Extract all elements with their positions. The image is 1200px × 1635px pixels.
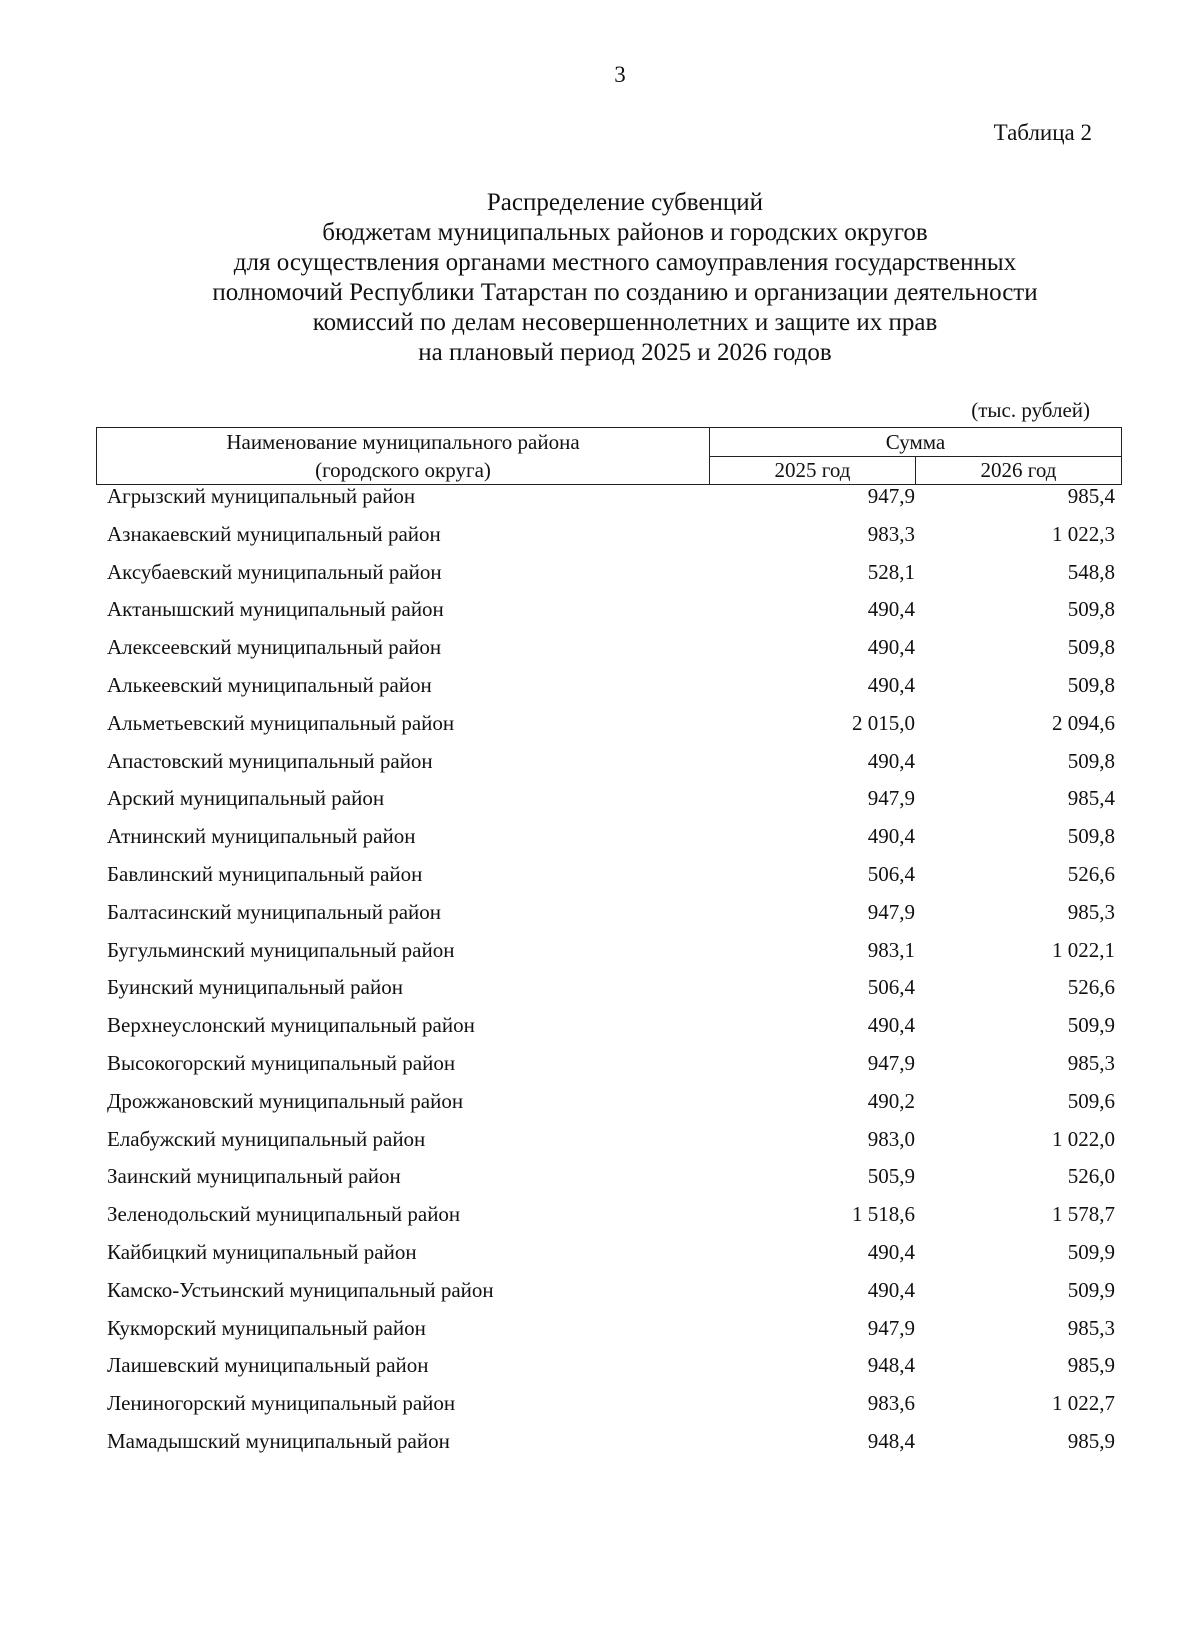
table-row — [0, 975, 1200, 1013]
table-row — [0, 1391, 1200, 1429]
row-value-2025: 490,4 — [867, 597, 915, 622]
row-name: Зеленодольский муниципальный район — [107, 1202, 461, 1227]
row-value-2026: 985,4 — [1067, 484, 1115, 508]
row-value-2026: 985,3 — [1067, 1050, 1115, 1075]
row-value-2026: 509,8 — [1067, 597, 1115, 622]
row-value-2025: 983,3 — [867, 521, 915, 546]
row-name: Апастовский муниципальный район — [107, 748, 433, 773]
table-header — [96, 427, 1122, 485]
column-header-2025: 2025 год — [710, 456, 916, 485]
table-row — [0, 635, 1200, 673]
row-value-2025: 528,1 — [867, 559, 915, 584]
table-row — [0, 711, 1200, 749]
table-row — [0, 1164, 1200, 1202]
row-name: Буинский муниципальный район — [107, 975, 403, 1000]
row-value-2026: 509,9 — [1067, 1239, 1115, 1264]
row-value-2025: 947,9 — [867, 899, 915, 924]
row-name: Арский муниципальный район — [107, 786, 385, 811]
row-value-2025: 490,4 — [867, 748, 915, 773]
row-value-2026: 509,6 — [1067, 1088, 1115, 1113]
table-row — [0, 938, 1200, 976]
row-value-2025: 948,4 — [867, 1353, 915, 1378]
row-value-2026: 509,8 — [1067, 672, 1115, 697]
table-row — [0, 484, 1200, 522]
row-value-2025: 983,6 — [867, 1391, 915, 1416]
column-header-2026: 2026 год — [916, 456, 1122, 485]
table-row — [0, 1240, 1200, 1278]
row-name: Лаишевский муниципальный район — [107, 1353, 429, 1378]
row-name: Альметьевский муниципальный район — [107, 710, 455, 735]
units-label: (тыс. рублей) — [971, 398, 1090, 422]
row-name: Лениногорский муниципальный район — [107, 1391, 456, 1416]
row-value-2026: 1 022,1 — [1052, 937, 1115, 962]
table-row — [0, 1278, 1200, 1316]
table-row — [0, 1202, 1200, 1240]
row-value-2025: 983,0 — [867, 1126, 915, 1151]
row-value-2026: 985,4 — [1067, 786, 1115, 811]
row-value-2025: 490,4 — [867, 635, 915, 660]
row-name: Алексеевский муниципальный район — [107, 635, 442, 660]
row-name: Кукморский муниципальный район — [107, 1315, 426, 1340]
column-header-sum: Сумма — [710, 428, 1122, 457]
table-row — [0, 1316, 1200, 1354]
row-value-2025: 983,1 — [867, 937, 915, 962]
table-row — [0, 749, 1200, 787]
row-name: Алькеевский муниципальный район — [107, 672, 432, 697]
row-name: Атнинский муниципальный район — [107, 824, 416, 849]
row-name: Агрызский муниципальный район — [107, 484, 416, 508]
row-value-2026: 526,0 — [1067, 1164, 1115, 1189]
table-row — [0, 824, 1200, 862]
row-value-2026: 1 578,7 — [1052, 1202, 1115, 1227]
row-name: Бавлинский муниципальный район — [107, 861, 423, 886]
title-line: комиссий по делам несовершеннолетних и защите их прав — [312, 309, 938, 336]
row-value-2026: 509,8 — [1067, 748, 1115, 773]
row-name: Аксубаевский муниципальный район — [107, 559, 442, 584]
row-name: Актанышский муниципальный район — [107, 597, 444, 622]
row-name: Балтасинский муниципальный район — [107, 899, 442, 924]
table-row — [0, 786, 1200, 824]
row-value-2026: 509,9 — [1067, 1013, 1115, 1038]
table-row — [0, 1429, 1200, 1467]
row-value-2025: 2 015,0 — [852, 710, 915, 735]
row-value-2025: 947,9 — [867, 786, 915, 811]
title-line: полномочий Республики Татарстан по созданию и организации деятельности — [212, 279, 1038, 306]
row-value-2025: 490,4 — [867, 1013, 915, 1038]
row-value-2026: 985,3 — [1067, 1315, 1115, 1340]
title-line: для осуществления органами местного самоуправления государственных — [233, 249, 1017, 276]
row-value-2025: 490,2 — [867, 1088, 915, 1113]
table-row — [0, 862, 1200, 900]
row-value-2026: 509,8 — [1067, 635, 1115, 660]
row-value-2026: 1 022,0 — [1052, 1126, 1115, 1151]
row-name: Мамадышский муниципальный район — [107, 1428, 450, 1453]
row-value-2026: 526,6 — [1067, 861, 1115, 886]
table-row — [0, 522, 1200, 560]
row-value-2026: 1 022,3 — [1052, 521, 1115, 546]
row-name: Высокогорский муниципальный район — [107, 1050, 456, 1075]
row-value-2025: 506,4 — [867, 861, 915, 886]
row-value-2025: 505,9 — [867, 1164, 915, 1189]
row-value-2025: 947,9 — [867, 1315, 915, 1340]
row-value-2025: 490,4 — [867, 672, 915, 697]
row-value-2026: 985,3 — [1067, 899, 1115, 924]
row-name: Кайбицкий муниципальный район — [107, 1239, 417, 1264]
table-row — [0, 1051, 1200, 1089]
table-row — [0, 900, 1200, 938]
table-row — [0, 1013, 1200, 1051]
table-row — [0, 1127, 1200, 1165]
row-name: Камско-Устьинский муниципальный район — [107, 1277, 494, 1302]
row-value-2026: 526,6 — [1067, 975, 1115, 1000]
page-number: 3 — [614, 62, 626, 87]
row-value-2026: 509,9 — [1067, 1277, 1115, 1302]
row-value-2025: 947,9 — [867, 1050, 915, 1075]
row-value-2025: 948,4 — [867, 1428, 915, 1453]
column-header-name-line1: Наименование муниципального района — [226, 430, 580, 454]
row-name: Заинский муниципальный район — [107, 1164, 401, 1189]
row-name: Верхнеуслонский муниципальный район — [107, 1013, 475, 1038]
table-body — [0, 484, 1200, 1467]
row-value-2025: 947,9 — [867, 484, 915, 508]
row-value-2025: 490,4 — [867, 824, 915, 849]
table-label: Таблица 2 — [993, 120, 1092, 145]
title-line: бюджетам муниципальных районов и городских округов — [322, 219, 928, 246]
table-row — [0, 673, 1200, 711]
row-value-2026: 1 022,7 — [1052, 1391, 1115, 1416]
document-title — [100, 188, 1150, 368]
column-header-name-line2: (городского округа) — [315, 458, 491, 482]
table-row — [0, 597, 1200, 635]
row-name: Елабужский муниципальный район — [107, 1126, 426, 1151]
row-value-2025: 490,4 — [867, 1277, 915, 1302]
row-value-2026: 2 094,6 — [1052, 710, 1115, 735]
row-value-2025: 1 518,6 — [852, 1202, 915, 1227]
table-row — [0, 560, 1200, 598]
row-value-2025: 490,4 — [867, 1239, 915, 1264]
row-value-2026: 509,8 — [1067, 824, 1115, 849]
row-value-2026: 985,9 — [1067, 1428, 1115, 1453]
row-name: Дрожжановский муниципальный район — [107, 1088, 464, 1113]
row-name: Бугульминский муниципальный район — [107, 937, 455, 962]
row-value-2026: 985,9 — [1067, 1353, 1115, 1378]
column-header-name — [97, 428, 710, 485]
table-row — [0, 1353, 1200, 1391]
row-name: Азнакаевский муниципальный район — [107, 521, 441, 546]
title-line: Распределение субвенций — [486, 189, 764, 216]
row-value-2025: 506,4 — [867, 975, 915, 1000]
row-value-2026: 548,8 — [1067, 559, 1115, 584]
title-line: на плановый период 2025 и 2026 годов — [418, 339, 832, 366]
table-row — [0, 1089, 1200, 1127]
